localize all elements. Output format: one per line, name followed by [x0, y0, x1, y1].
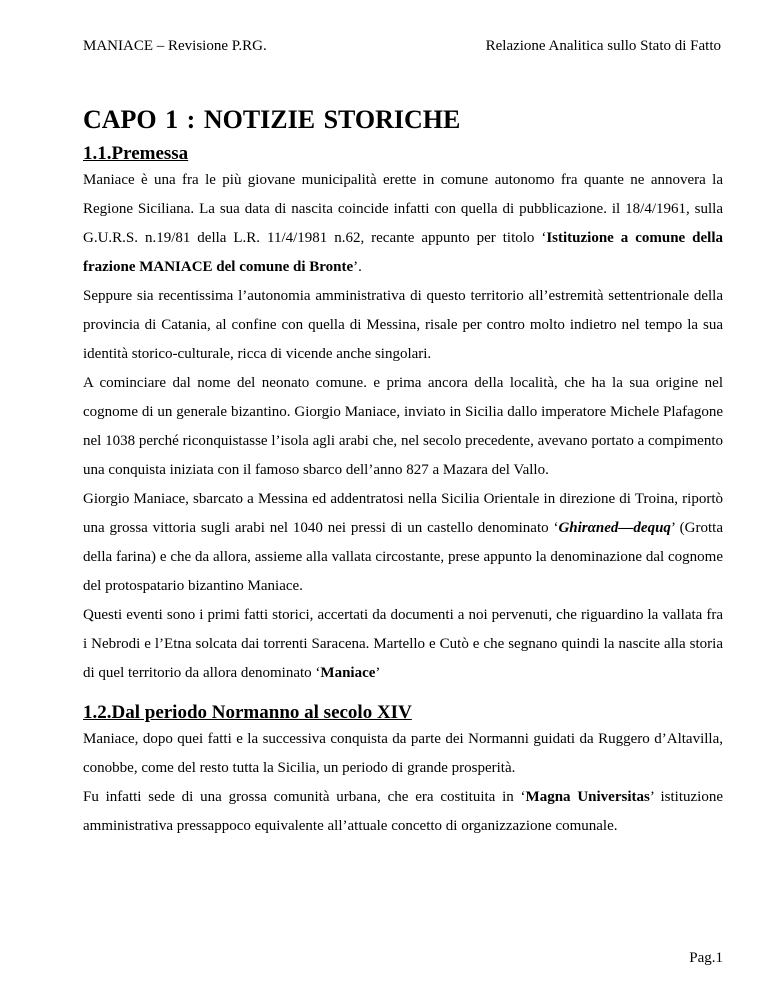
header-right: Relazione Analitica sullo Stato di Fatto: [485, 38, 721, 54]
text-run: Questi eventi sono i primi fatti storici, accertati da documenti a noi pervenuti, che riguardino la vallata fra i Nebrodi e l’Etna solcata dai torrenti Saracena. Martello e Cutò e che segnano quindi la nascite alla storia di quel territorio da allora denominato ‘: [83, 607, 723, 681]
paragraph: [83, 783, 723, 841]
text-run: Fu infatti sede di una grossa comunità urbana, che era costituita in ‘: [83, 789, 526, 805]
header-left: MANIACE – Revisione P.RG.: [83, 38, 267, 54]
paragraph: [83, 166, 723, 282]
text-run: Giorgio Maniace, sbarcato a Messina ed addentratosi nella Sicilia Orientale in direzione di Troina, riportò una grossa vittoria sugli arabi nel 1040 nei pressi di un castello denominato ‘: [83, 491, 723, 536]
text-run: ’ (Grotta della farina) e che da allora, assieme alla vallata circostante, prese appunto la denominazione dal cognome del protospatario bizantino Maniace.: [83, 520, 723, 594]
bold-text: Maniace: [320, 665, 376, 681]
text-run: ’ istituzione amministrativa pressappoco equivalente all’attuale concetto di organizzazione comunale.: [83, 789, 723, 834]
bold-text: Istituzione a comune della frazione MANIACE del comune di Bronte: [83, 230, 723, 275]
section-title-periodo-normanno: 1.2.Dal periodo Normanno al secolo XIV: [83, 702, 412, 723]
paragraph: [83, 601, 723, 688]
text-run: ’: [375, 665, 381, 681]
page-content: [83, 104, 723, 841]
chapter-title: CAPO 1 : NOTIZIE STORICHE: [83, 105, 461, 134]
bold-italic-text: Ghirαned—dequq: [558, 520, 671, 536]
paragraph: A cominciare dal nome del neonato comune. e prima ancora della località, che ha la sua origine nel cognome di un generale bizantino. Giorgio Maniace, inviato in Sicilia dallo imperatore Michele Plafagone nel 1038 perché riconquistasse l’isola agli arabi che, nel secolo precedente, avevano portato a compimento una conquista iniziata con il famoso sbarco dell’anno 827 a Mazara del Vallo.: [83, 375, 723, 478]
text-run: ’.: [353, 259, 362, 275]
bold-text: Magna Universitas: [525, 789, 650, 805]
paragraph: [83, 485, 723, 601]
paragraph: Seppure sia recentissima l’autonomia amministrativa di questo territorio all’estremità settentrionale della provincia di Catania, al confine con quella di Messina, risale per contro molto indietro nel tempo la sua identità storico-culturale, ricca di vicende anche singolari.: [83, 288, 723, 362]
paragraph: Maniace, dopo quei fatti e la successiva conquista da parte dei Normanni guidati da Ruggero d’Altavilla, conobbe, come del resto tutta la Sicilia, un periodo di grande prosperità.: [83, 731, 723, 776]
section-title-premessa: 1.1.Premessa: [83, 143, 189, 164]
text-run: Maniace è una fra le più giovane municipalità erette in comune autonomo fra quante ne annovera la Regione Siciliana. La sua data di nascita coincide infatti con quella di pubblicazione. il 18/4/1961, sulla G.U.R.S. n.19/81 della L.R. 11/4/1981 n.62, recante appunto per titolo ‘: [83, 172, 723, 246]
page-number: Pag.1: [689, 950, 723, 966]
